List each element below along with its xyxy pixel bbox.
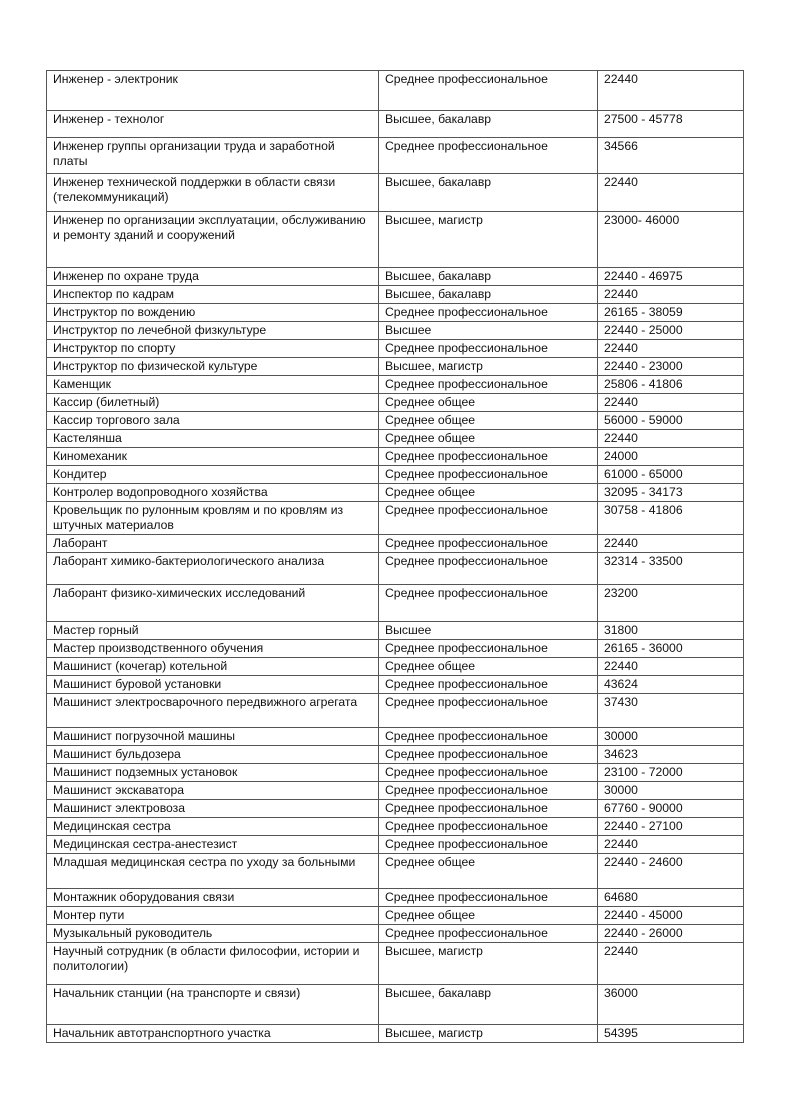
salary-cell: 32314 - 33500	[598, 553, 744, 585]
education-cell: Высшее	[379, 322, 598, 340]
table-row	[47, 854, 744, 889]
salary-cell: 30000	[598, 782, 744, 800]
salary-cell: 22440 - 23000	[598, 358, 744, 376]
job-title-cell: Медицинская сестра	[47, 818, 379, 836]
job-title-cell: Инструктор по вождению	[47, 304, 379, 322]
salary-cell: 22440 - 26000	[598, 925, 744, 943]
education-cell: Среднее профессиональное	[379, 836, 598, 854]
salary-cell: 22440	[598, 394, 744, 412]
job-title-cell: Каменщик	[47, 376, 379, 394]
education-cell: Среднее общее	[379, 854, 598, 889]
table-row	[47, 430, 744, 448]
table-row	[47, 484, 744, 502]
job-title-cell: Инженер по организации эксплуатации, обслуживанию и ремонту зданий и сооружений	[47, 212, 379, 268]
job-title-cell: Машинист электровоза	[47, 800, 379, 818]
education-cell: Высшее, магистр	[379, 1025, 598, 1043]
job-title-cell: Машинист экскаватора	[47, 782, 379, 800]
salary-cell: 64680	[598, 889, 744, 907]
table-row	[47, 212, 744, 268]
vacancy-table	[46, 70, 744, 1043]
salary-cell: 22440 - 24600	[598, 854, 744, 889]
job-title-cell: Лаборант	[47, 535, 379, 553]
job-title-cell: Музыкальный руководитель	[47, 925, 379, 943]
job-title-cell: Контролер водопроводного хозяйства	[47, 484, 379, 502]
job-title-cell: Мастер горный	[47, 622, 379, 640]
education-cell: Среднее профессиональное	[379, 340, 598, 358]
table-row	[47, 585, 744, 622]
education-cell: Среднее общее	[379, 484, 598, 502]
salary-cell: 30758 - 41806	[598, 502, 744, 535]
job-title-cell: Киномеханик	[47, 448, 379, 466]
salary-cell: 32095 - 34173	[598, 484, 744, 502]
salary-cell: 22440	[598, 71, 744, 111]
job-title-cell: Кассир (билетный)	[47, 394, 379, 412]
table-row	[47, 286, 744, 304]
salary-cell: 56000 - 59000	[598, 412, 744, 430]
education-cell: Среднее профессиональное	[379, 466, 598, 484]
salary-cell: 22440 - 46975	[598, 268, 744, 286]
salary-cell: 43624	[598, 676, 744, 694]
table-row	[47, 658, 744, 676]
table-row	[47, 466, 744, 484]
education-cell: Среднее профессиональное	[379, 553, 598, 585]
table-row	[47, 640, 744, 658]
table-row	[47, 304, 744, 322]
job-title-cell: Инженер технической поддержки в области связи (телекоммуникаций)	[47, 174, 379, 212]
table-row	[47, 138, 744, 174]
education-cell: Среднее профессиональное	[379, 585, 598, 622]
job-title-cell: Лаборант физико-химических исследований	[47, 585, 379, 622]
table-row	[47, 943, 744, 985]
salary-cell: 26165 - 36000	[598, 640, 744, 658]
job-title-cell: Младшая медицинская сестра по уходу за больными	[47, 854, 379, 889]
table-row	[47, 764, 744, 782]
job-title-cell: Кассир торгового зала	[47, 412, 379, 430]
education-cell: Среднее профессиональное	[379, 535, 598, 553]
education-cell: Среднее профессиональное	[379, 925, 598, 943]
table-row	[47, 907, 744, 925]
education-cell: Высшее, магистр	[379, 358, 598, 376]
table-body	[47, 71, 744, 1043]
table-row	[47, 985, 744, 1025]
job-title-cell: Машинист электросварочного передвижного агрегата	[47, 694, 379, 728]
job-title-cell: Начальник станции (на транспорте и связи)	[47, 985, 379, 1025]
table-row	[47, 1025, 744, 1043]
education-cell: Среднее профессиональное	[379, 728, 598, 746]
job-title-cell: Инструктор по физической культуре	[47, 358, 379, 376]
education-cell: Высшее, бакалавр	[379, 111, 598, 138]
salary-cell: 22440	[598, 430, 744, 448]
salary-cell: 23000- 46000	[598, 212, 744, 268]
table-row	[47, 111, 744, 138]
job-title-cell: Медицинская сестра-анестезист	[47, 836, 379, 854]
education-cell: Среднее профессиональное	[379, 71, 598, 111]
education-cell: Среднее профессиональное	[379, 448, 598, 466]
salary-cell: 34566	[598, 138, 744, 174]
salary-cell: 31800	[598, 622, 744, 640]
salary-cell: 22440 - 27100	[598, 818, 744, 836]
salary-cell: 30000	[598, 728, 744, 746]
job-title-cell: Инженер по охране труда	[47, 268, 379, 286]
job-title-cell: Научный сотрудник (в области философии, истории и политологии)	[47, 943, 379, 985]
salary-cell: 22440	[598, 340, 744, 358]
salary-cell: 22440	[598, 943, 744, 985]
salary-cell: 22440	[598, 836, 744, 854]
education-cell: Среднее общее	[379, 430, 598, 448]
table-row	[47, 71, 744, 111]
job-title-cell: Инженер группы организации труда и заработной платы	[47, 138, 379, 174]
education-cell: Высшее, магистр	[379, 212, 598, 268]
education-cell: Среднее профессиональное	[379, 889, 598, 907]
table-row	[47, 394, 744, 412]
education-cell: Среднее профессиональное	[379, 502, 598, 535]
salary-cell: 61000 - 65000	[598, 466, 744, 484]
table-row	[47, 800, 744, 818]
job-title-cell: Инспектор по кадрам	[47, 286, 379, 304]
job-title-cell: Кастелянша	[47, 430, 379, 448]
salary-cell: 22440	[598, 286, 744, 304]
education-cell: Высшее, бакалавр	[379, 174, 598, 212]
salary-cell: 34623	[598, 746, 744, 764]
job-title-cell: Машинист (кочегар) котельной	[47, 658, 379, 676]
table-row	[47, 502, 744, 535]
table-row	[47, 728, 744, 746]
job-title-cell: Инженер - электроник	[47, 71, 379, 111]
table-row	[47, 622, 744, 640]
table-row	[47, 376, 744, 394]
education-cell: Высшее, магистр	[379, 943, 598, 985]
salary-cell: 67760 - 90000	[598, 800, 744, 818]
table-row	[47, 322, 744, 340]
salary-cell: 37430	[598, 694, 744, 728]
table-row	[47, 358, 744, 376]
education-cell: Среднее профессиональное	[379, 138, 598, 174]
salary-cell: 25806 - 41806	[598, 376, 744, 394]
job-title-cell: Монтажник оборудования связи	[47, 889, 379, 907]
job-title-cell: Машинист погрузочной машины	[47, 728, 379, 746]
job-title-cell: Инструктор по спорту	[47, 340, 379, 358]
table-row	[47, 746, 744, 764]
job-title-cell: Машинист буровой установки	[47, 676, 379, 694]
table-row	[47, 818, 744, 836]
education-cell: Среднее профессиональное	[379, 676, 598, 694]
education-cell: Высшее	[379, 622, 598, 640]
salary-cell: 22440	[598, 658, 744, 676]
job-title-cell: Кровельщик по рулонным кровлям и по кровлям из штучных материалов	[47, 502, 379, 535]
table-row	[47, 889, 744, 907]
salary-cell: 54395	[598, 1025, 744, 1043]
table-row	[47, 836, 744, 854]
job-title-cell: Кондитер	[47, 466, 379, 484]
education-cell: Среднее общее	[379, 394, 598, 412]
table-row	[47, 553, 744, 585]
job-title-cell: Начальник автотранспортного участка	[47, 1025, 379, 1043]
table-row	[47, 676, 744, 694]
table-row	[47, 268, 744, 286]
job-title-cell: Машинист бульдозера	[47, 746, 379, 764]
table-row	[47, 174, 744, 212]
education-cell: Среднее профессиональное	[379, 782, 598, 800]
job-title-cell: Машинист подземных установок	[47, 764, 379, 782]
education-cell: Среднее общее	[379, 412, 598, 430]
education-cell: Среднее профессиональное	[379, 304, 598, 322]
job-title-cell: Лаборант химико-бактериологического анализа	[47, 553, 379, 585]
education-cell: Среднее профессиональное	[379, 818, 598, 836]
education-cell: Высшее, бакалавр	[379, 985, 598, 1025]
education-cell: Среднее профессиональное	[379, 746, 598, 764]
job-title-cell: Инструктор по лечебной физкультуре	[47, 322, 379, 340]
table-row	[47, 925, 744, 943]
salary-cell: 22440 - 45000	[598, 907, 744, 925]
salary-cell: 22440	[598, 535, 744, 553]
job-title-cell: Мастер производственного обучения	[47, 640, 379, 658]
education-cell: Высшее, бакалавр	[379, 268, 598, 286]
education-cell: Среднее профессиональное	[379, 694, 598, 728]
table-row	[47, 782, 744, 800]
table-row	[47, 694, 744, 728]
table-row	[47, 535, 744, 553]
education-cell: Среднее общее	[379, 658, 598, 676]
education-cell: Среднее профессиональное	[379, 376, 598, 394]
job-title-cell: Монтер пути	[47, 907, 379, 925]
salary-cell: 23200	[598, 585, 744, 622]
education-cell: Среднее профессиональное	[379, 764, 598, 782]
education-cell: Среднее профессиональное	[379, 640, 598, 658]
table-row	[47, 340, 744, 358]
education-cell: Среднее профессиональное	[379, 800, 598, 818]
education-cell: Среднее общее	[379, 907, 598, 925]
job-title-cell: Инженер - технолог	[47, 111, 379, 138]
education-cell: Высшее, бакалавр	[379, 286, 598, 304]
salary-cell: 23100 - 72000	[598, 764, 744, 782]
salary-cell: 24000	[598, 448, 744, 466]
salary-cell: 36000	[598, 985, 744, 1025]
salary-cell: 22440 - 25000	[598, 322, 744, 340]
table-row	[47, 412, 744, 430]
salary-cell: 22440	[598, 174, 744, 212]
salary-cell: 26165 - 38059	[598, 304, 744, 322]
salary-cell: 27500 - 45778	[598, 111, 744, 138]
table-row	[47, 448, 744, 466]
